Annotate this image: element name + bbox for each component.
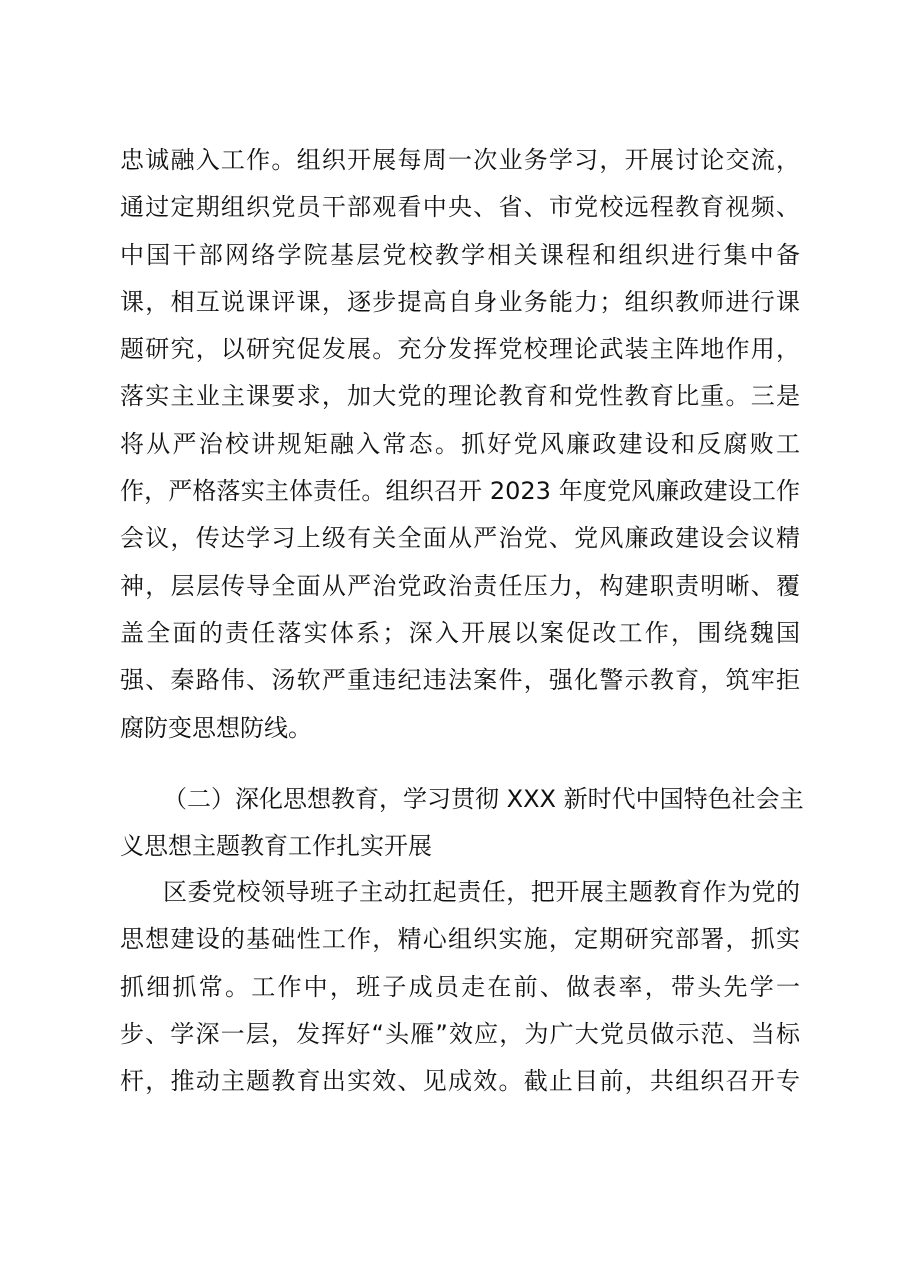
body-paragraph-2 <box>120 869 800 1105</box>
paragraph-line: 强、秦路伟、汤软严重违纪违法案件，强化警示教育，筑牢拒 <box>120 666 800 695</box>
paragraph-line: 作，严格落实主体责任。组织召开 2023 年度党风廉政建设工作 <box>120 477 800 506</box>
paragraph-line: 将从严治校讲规矩融入常态。抓好党风廉政建设和反腐败工 <box>120 429 800 458</box>
paragraph-line: 腐防变思想防线。 <box>120 713 312 742</box>
paragraph-line: 抓细抓常。工作中，班子成员走在前、做表率，带头先学一 <box>120 972 800 1001</box>
heading-line: （二）深化思想教育，学习贯彻 XXX 新时代中国特色社会主 <box>163 785 804 813</box>
paragraph-line: 步、学深一层，发挥好“头雁”效应，为广大党员做示范、当标 <box>120 1019 800 1048</box>
heading-line: 义思想主题教育工作扎实开展 <box>120 832 432 861</box>
paragraph-line: 题研究，以研究促发展。充分发挥党校理论武装主阵地作用， <box>120 335 800 364</box>
paragraph-line: 课，相互说课评课，逐步提高自身业务能力；组织教师进行课 <box>120 287 800 316</box>
paragraph-line: 中国干部网络学院基层党校教学相关课程和组织进行集中备 <box>120 240 800 269</box>
paragraph-line: 忠诚融入工作。组织开展每周一次业务学习，开展讨论交流， <box>120 146 800 174</box>
body-paragraph-1 <box>120 137 800 752</box>
paragraph-line: 神，层层传导全面从严治党政治责任压力，构建职责明晰、覆 <box>120 571 800 600</box>
section-heading <box>120 776 804 871</box>
paragraph-line: 杆，推动主题教育出实效、见成效。截止目前，共组织召开专 <box>120 1067 800 1096</box>
paragraph-line: 通过定期组织党员干部观看中央、省、市党校远程教育视频、 <box>120 193 800 222</box>
paragraph-line: 盖全面的责任落实体系；深入开展以案促改工作，围绕魏国 <box>120 618 800 647</box>
paragraph-line: 会议，传达学习上级有关全面从严治党、党风廉政建设会议精 <box>120 524 800 553</box>
paragraph-line: 区委党校领导班子主动扛起责任，把开展主题教育作为党的 <box>163 878 800 906</box>
paragraph-line: 思想建设的基础性工作，精心组织实施，定期研究部署，抓实 <box>120 925 800 954</box>
paragraph-line: 落实主业主课要求，加大党的理论教育和党性教育比重。三是 <box>120 382 800 411</box>
